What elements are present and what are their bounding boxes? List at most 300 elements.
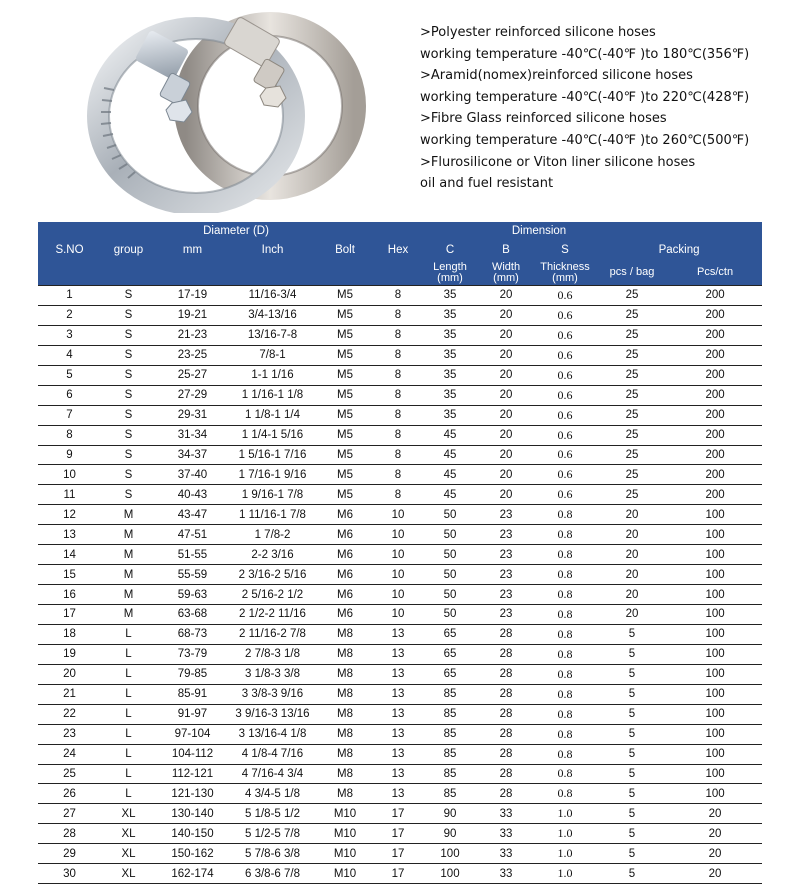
thickness-cell: 0.8 [534, 644, 596, 664]
width-cell: 33 [478, 844, 534, 864]
length-cell: 100 [422, 844, 478, 864]
width-cell: 23 [478, 605, 534, 625]
pcs-bag-cell: 5 [596, 864, 668, 884]
pcs-ctn-cell: 200 [668, 405, 762, 425]
hex-cell: 10 [374, 505, 422, 525]
sno-header: S.NO [38, 240, 101, 260]
pcs-bag-cell: 25 [596, 465, 668, 485]
mm-cell: 112-121 [156, 764, 229, 784]
thickness-cell: 1.0 [534, 864, 596, 884]
inch-cell: 2 1/2-2 11/16 [229, 605, 316, 625]
spec-line: >Fibre Glass reinforced silicone hoses [420, 111, 667, 127]
length-cell: 45 [422, 465, 478, 485]
spec-notes [420, 22, 790, 195]
length-cell: 35 [422, 385, 478, 405]
hose-clamp-image [78, 8, 378, 213]
mm-cell: 55-59 [156, 565, 229, 585]
thickness-cell: 0.6 [534, 465, 596, 485]
table-row [38, 505, 762, 525]
pcs-bag-cell: 5 [596, 624, 668, 644]
sno-cell: 17 [38, 605, 101, 625]
pcs-ctn-cell: 100 [668, 684, 762, 704]
bolt-cell: M8 [316, 644, 374, 664]
length-cell: 50 [422, 545, 478, 565]
sno-cell: 29 [38, 844, 101, 864]
pcs-bag-cell: 5 [596, 664, 668, 684]
mm-cell: 162-174 [156, 864, 229, 884]
table-row [38, 525, 762, 545]
table-row [38, 644, 762, 664]
table-row [38, 445, 762, 465]
pcs-bag-cell: 5 [596, 804, 668, 824]
bolt-header: Bolt [316, 240, 374, 260]
bolt-cell: M10 [316, 824, 374, 844]
length-cell: 65 [422, 644, 478, 664]
pcs-ctn-cell: 100 [668, 724, 762, 744]
mm-cell: 150-162 [156, 844, 229, 864]
hex-cell: 8 [374, 485, 422, 505]
hex-cell: 10 [374, 525, 422, 545]
inch-cell: 4 7/16-4 3/4 [229, 764, 316, 784]
mm-cell: 25-27 [156, 365, 229, 385]
group-cell: L [101, 664, 156, 684]
length-cell: 50 [422, 585, 478, 605]
hex-cell: 8 [374, 385, 422, 405]
hex-cell: 8 [374, 345, 422, 365]
bolt-cell: M5 [316, 385, 374, 405]
width-cell: 20 [478, 305, 534, 325]
width-cell: 28 [478, 744, 534, 764]
pcs-ctn-cell: 20 [668, 864, 762, 884]
pcs-bag-cell: 25 [596, 425, 668, 445]
sno-cell: 22 [38, 704, 101, 724]
thickness-cell: 0.6 [534, 445, 596, 465]
mm-cell: 37-40 [156, 465, 229, 485]
packing-header: Packing [596, 240, 762, 260]
sno-cell: 24 [38, 744, 101, 764]
group-cell: L [101, 724, 156, 744]
mm-cell: 121-130 [156, 784, 229, 804]
pcs-ctn-cell: 100 [668, 545, 762, 565]
width-subheader [478, 260, 534, 286]
pcs-bag-cell: 25 [596, 365, 668, 385]
thickness-cell: 0.6 [534, 305, 596, 325]
mm-cell: 85-91 [156, 684, 229, 704]
pcs-bag-cell: 25 [596, 286, 668, 306]
pcs-ctn-cell: 100 [668, 704, 762, 724]
width-cell: 23 [478, 545, 534, 565]
group-cell: M [101, 585, 156, 605]
pcs-bag-cell: 5 [596, 784, 668, 804]
width-cell: 23 [478, 525, 534, 545]
hex-cell: 13 [374, 684, 422, 704]
width-cell: 28 [478, 664, 534, 684]
inch-cell: 4 3/4-5 1/8 [229, 784, 316, 804]
pcs-bag-cell: 25 [596, 405, 668, 425]
inch-cell: 7/8-1 [229, 345, 316, 365]
inch-cell: 11/16-3/4 [229, 286, 316, 306]
mm-cell: 59-63 [156, 585, 229, 605]
sno-cell: 18 [38, 624, 101, 644]
length-subheader [422, 260, 478, 286]
table-row [38, 365, 762, 385]
sno-cell: 14 [38, 545, 101, 565]
hex-cell: 13 [374, 744, 422, 764]
sno-cell: 10 [38, 465, 101, 485]
table-row [38, 485, 762, 505]
mm-cell: 21-23 [156, 325, 229, 345]
pcs-bag-cell: 5 [596, 764, 668, 784]
mm-cell: 51-55 [156, 545, 229, 565]
bolt-cell: M8 [316, 764, 374, 784]
bolt-cell: M8 [316, 684, 374, 704]
length-cell: 45 [422, 445, 478, 465]
mm-cell: 130-140 [156, 804, 229, 824]
group-cell: S [101, 425, 156, 445]
inch-cell: 6 3/8-6 7/8 [229, 864, 316, 884]
spec-line: >Aramid(nomex)reinforced silicone hoses [420, 68, 693, 84]
pcs-bag-cell: 20 [596, 605, 668, 625]
pcs-ctn-cell: 100 [668, 784, 762, 804]
mm-cell: 40-43 [156, 485, 229, 505]
thickness-subheader [534, 260, 596, 286]
bolt-cell: M6 [316, 585, 374, 605]
table-row [38, 565, 762, 585]
table-row [38, 405, 762, 425]
thickness-cell: 0.8 [534, 664, 596, 684]
thickness-unit: (mm) [552, 271, 578, 284]
bolt-cell: M5 [316, 345, 374, 365]
thickness-cell: 0.8 [534, 545, 596, 565]
pcs-bag-cell: 25 [596, 325, 668, 345]
thickness-cell: 1.0 [534, 804, 596, 824]
mm-cell: 29-31 [156, 405, 229, 425]
hex-cell: 13 [374, 624, 422, 644]
group-cell: S [101, 385, 156, 405]
length-cell: 85 [422, 744, 478, 764]
inch-cell: 5 1/8-5 1/2 [229, 804, 316, 824]
inch-cell: 2 11/16-2 7/8 [229, 624, 316, 644]
hex-cell: 8 [374, 405, 422, 425]
width-cell: 28 [478, 624, 534, 644]
sno-cell: 30 [38, 864, 101, 884]
mm-cell: 43-47 [156, 505, 229, 525]
width-cell: 20 [478, 485, 534, 505]
pcs-ctn-cell: 20 [668, 804, 762, 824]
length-cell: 45 [422, 425, 478, 445]
length-cell: 90 [422, 804, 478, 824]
table-header [38, 222, 762, 286]
pcs-ctn-cell: 100 [668, 644, 762, 664]
mm-cell: 17-19 [156, 286, 229, 306]
width-cell: 23 [478, 505, 534, 525]
sno-cell: 27 [38, 804, 101, 824]
thickness-cell: 0.6 [534, 345, 596, 365]
width-cell: 23 [478, 585, 534, 605]
width-cell: 33 [478, 824, 534, 844]
table-row [38, 345, 762, 365]
table-row [38, 844, 762, 864]
inch-cell: 13/16-7-8 [229, 325, 316, 345]
table-body [38, 286, 762, 884]
sno-cell: 3 [38, 325, 101, 345]
width-label: Width [491, 260, 521, 273]
pcs-bag-cell: 5 [596, 704, 668, 724]
thickness-cell: 0.8 [534, 704, 596, 724]
bolt-cell: M6 [316, 565, 374, 585]
length-cell: 50 [422, 605, 478, 625]
length-cell: 85 [422, 724, 478, 744]
hex-cell: 8 [374, 445, 422, 465]
bolt-cell: M8 [316, 624, 374, 644]
pcs-ctn-cell: 200 [668, 345, 762, 365]
mm-cell: 27-29 [156, 385, 229, 405]
bolt-cell: M8 [316, 724, 374, 744]
sno-cell: 16 [38, 585, 101, 605]
width-cell: 28 [478, 764, 534, 784]
spec-line: working temperature -40℃(-40℉ )to 220℃(428℉) [420, 89, 750, 105]
pcs-bag-subheader: pcs / bag [596, 260, 668, 286]
width-cell: 33 [478, 864, 534, 884]
pcs-bag-cell: 20 [596, 565, 668, 585]
inch-cell: 1 5/16-1 7/16 [229, 445, 316, 465]
group-cell: XL [101, 864, 156, 884]
sno-cell: 2 [38, 305, 101, 325]
thickness-cell: 0.6 [534, 485, 596, 505]
length-cell: 90 [422, 824, 478, 844]
pcs-bag-cell: 25 [596, 485, 668, 505]
sno-cell: 15 [38, 565, 101, 585]
sno-cell: 20 [38, 664, 101, 684]
width-cell: 20 [478, 385, 534, 405]
width-cell: 20 [478, 345, 534, 365]
inch-cell: 3 3/8-3 9/16 [229, 684, 316, 704]
group-cell: S [101, 465, 156, 485]
length-cell: 85 [422, 784, 478, 804]
inch-cell: 2 7/8-3 1/8 [229, 644, 316, 664]
group-cell: S [101, 345, 156, 365]
hex-cell: 8 [374, 286, 422, 306]
thickness-label: Thickness [540, 260, 590, 273]
sno-cell: 5 [38, 365, 101, 385]
bolt-cell: M10 [316, 804, 374, 824]
thickness-cell: 0.8 [534, 744, 596, 764]
thickness-cell: 0.8 [534, 585, 596, 605]
mm-cell: 73-79 [156, 644, 229, 664]
s-header: S [534, 240, 596, 260]
width-cell: 20 [478, 286, 534, 306]
length-cell: 85 [422, 704, 478, 724]
sno-cell: 21 [38, 684, 101, 704]
group-cell: XL [101, 844, 156, 864]
hex-cell: 13 [374, 784, 422, 804]
mm-header: mm [156, 240, 229, 260]
mm-cell: 104-112 [156, 744, 229, 764]
group-cell: M [101, 525, 156, 545]
group-cell: M [101, 605, 156, 625]
table-row [38, 286, 762, 306]
hex-cell: 10 [374, 545, 422, 565]
group-cell: L [101, 704, 156, 724]
bolt-cell: M10 [316, 864, 374, 884]
mm-cell: 47-51 [156, 525, 229, 545]
bolt-cell: M5 [316, 325, 374, 345]
length-cell: 65 [422, 664, 478, 684]
pcs-ctn-cell: 200 [668, 286, 762, 306]
thickness-cell: 0.8 [534, 605, 596, 625]
inch-cell: 1 11/16-1 7/8 [229, 505, 316, 525]
pcs-ctn-cell: 20 [668, 824, 762, 844]
mm-cell: 63-68 [156, 605, 229, 625]
inch-cell: 1 1/4-1 5/16 [229, 425, 316, 445]
inch-cell: 1-1 1/16 [229, 365, 316, 385]
thickness-cell: 0.8 [534, 525, 596, 545]
hex-cell: 13 [374, 764, 422, 784]
inch-cell: 2 5/16-2 1/2 [229, 585, 316, 605]
width-cell: 28 [478, 784, 534, 804]
sno-cell: 26 [38, 784, 101, 804]
length-cell: 100 [422, 864, 478, 884]
length-cell: 50 [422, 505, 478, 525]
table-row [38, 764, 762, 784]
pcs-bag-cell: 5 [596, 824, 668, 844]
pcs-bag-cell: 5 [596, 744, 668, 764]
width-cell: 33 [478, 804, 534, 824]
table-row [38, 425, 762, 445]
thickness-cell: 0.6 [534, 405, 596, 425]
pcs-bag-cell: 25 [596, 385, 668, 405]
sno-cell: 13 [38, 525, 101, 545]
bolt-cell: M5 [316, 425, 374, 445]
pcs-ctn-cell: 100 [668, 624, 762, 644]
hex-cell: 8 [374, 425, 422, 445]
group-cell: M [101, 545, 156, 565]
table-row [38, 624, 762, 644]
inch-cell: 1 1/16-1 1/8 [229, 385, 316, 405]
table-row [38, 664, 762, 684]
pcs-bag-cell: 20 [596, 525, 668, 545]
hex-cell: 10 [374, 605, 422, 625]
length-cell: 35 [422, 345, 478, 365]
group-cell: L [101, 784, 156, 804]
sno-cell: 1 [38, 286, 101, 306]
mm-cell: 97-104 [156, 724, 229, 744]
pcs-bag-cell: 25 [596, 305, 668, 325]
thickness-cell: 0.8 [534, 505, 596, 525]
table-row [38, 744, 762, 764]
pcs-bag-cell: 20 [596, 505, 668, 525]
group-cell: S [101, 325, 156, 345]
length-cell: 65 [422, 624, 478, 644]
width-cell: 28 [478, 724, 534, 744]
group-cell: S [101, 485, 156, 505]
length-unit: (mm) [437, 271, 463, 284]
mm-cell: 91-97 [156, 704, 229, 724]
hex-cell: 13 [374, 664, 422, 684]
bolt-cell: M8 [316, 704, 374, 724]
table-row [38, 724, 762, 744]
thickness-cell: 0.6 [534, 385, 596, 405]
hex-cell: 17 [374, 804, 422, 824]
width-cell: 20 [478, 465, 534, 485]
width-cell: 20 [478, 405, 534, 425]
sno-cell: 7 [38, 405, 101, 425]
mm-cell: 19-21 [156, 305, 229, 325]
bolt-cell: M5 [316, 365, 374, 385]
bolt-cell: M5 [316, 465, 374, 485]
pcs-ctn-cell: 100 [668, 525, 762, 545]
inch-cell: 5 7/8-6 3/8 [229, 844, 316, 864]
sno-cell: 4 [38, 345, 101, 365]
bolt-cell: M6 [316, 505, 374, 525]
thickness-cell: 0.6 [534, 365, 596, 385]
length-cell: 35 [422, 325, 478, 345]
hex-cell: 10 [374, 585, 422, 605]
pcs-ctn-cell: 200 [668, 485, 762, 505]
table-row [38, 804, 762, 824]
mm-cell: 34-37 [156, 445, 229, 465]
inch-cell: 1 9/16-1 7/8 [229, 485, 316, 505]
sno-cell: 19 [38, 644, 101, 664]
width-cell: 28 [478, 644, 534, 664]
width-cell: 20 [478, 445, 534, 465]
pcs-bag-cell: 5 [596, 844, 668, 864]
spec-line: >Polyester reinforced silicone hoses [420, 25, 656, 40]
hex-cell: 17 [374, 824, 422, 844]
mm-cell: 68-73 [156, 624, 229, 644]
group-cell: L [101, 764, 156, 784]
group-cell: M [101, 505, 156, 525]
table-row [38, 684, 762, 704]
table-row [38, 784, 762, 804]
pcs-ctn-cell: 100 [668, 565, 762, 585]
bolt-cell: M10 [316, 844, 374, 864]
pcs-bag-cell: 20 [596, 545, 668, 565]
group-cell: XL [101, 804, 156, 824]
group-cell: L [101, 684, 156, 704]
inch-cell: 2-2 3/16 [229, 545, 316, 565]
bolt-cell: M5 [316, 405, 374, 425]
hex-cell: 17 [374, 844, 422, 864]
thickness-cell: 0.8 [534, 724, 596, 744]
length-cell: 35 [422, 305, 478, 325]
pcs-ctn-subheader: Pcs/ctn [668, 260, 762, 286]
pcs-bag-cell: 25 [596, 345, 668, 365]
sno-cell: 9 [38, 445, 101, 465]
table-row [38, 864, 762, 884]
clamp-size-table [38, 222, 762, 884]
length-cell: 85 [422, 684, 478, 704]
pcs-bag-cell: 25 [596, 445, 668, 465]
spec-line: working temperature -40℃(-40℉ )to 260℃(500℉) [420, 132, 750, 148]
hex-cell: 13 [374, 704, 422, 724]
spec-line: working temperature -40℃(-40℉ )to 180℃(356℉) [420, 46, 750, 62]
mm-cell: 140-150 [156, 824, 229, 844]
table-row [38, 465, 762, 485]
group-cell: M [101, 565, 156, 585]
bolt-cell: M8 [316, 744, 374, 764]
width-cell: 23 [478, 565, 534, 585]
bolt-cell: M5 [316, 445, 374, 465]
width-unit: (mm) [493, 271, 519, 284]
inch-cell: 5 1/2-5 7/8 [229, 824, 316, 844]
bolt-cell: M5 [316, 286, 374, 306]
table-row [38, 605, 762, 625]
hex-cell: 10 [374, 565, 422, 585]
inch-cell: 3 9/16-3 13/16 [229, 704, 316, 724]
bolt-cell: M8 [316, 784, 374, 804]
group-cell: S [101, 445, 156, 465]
